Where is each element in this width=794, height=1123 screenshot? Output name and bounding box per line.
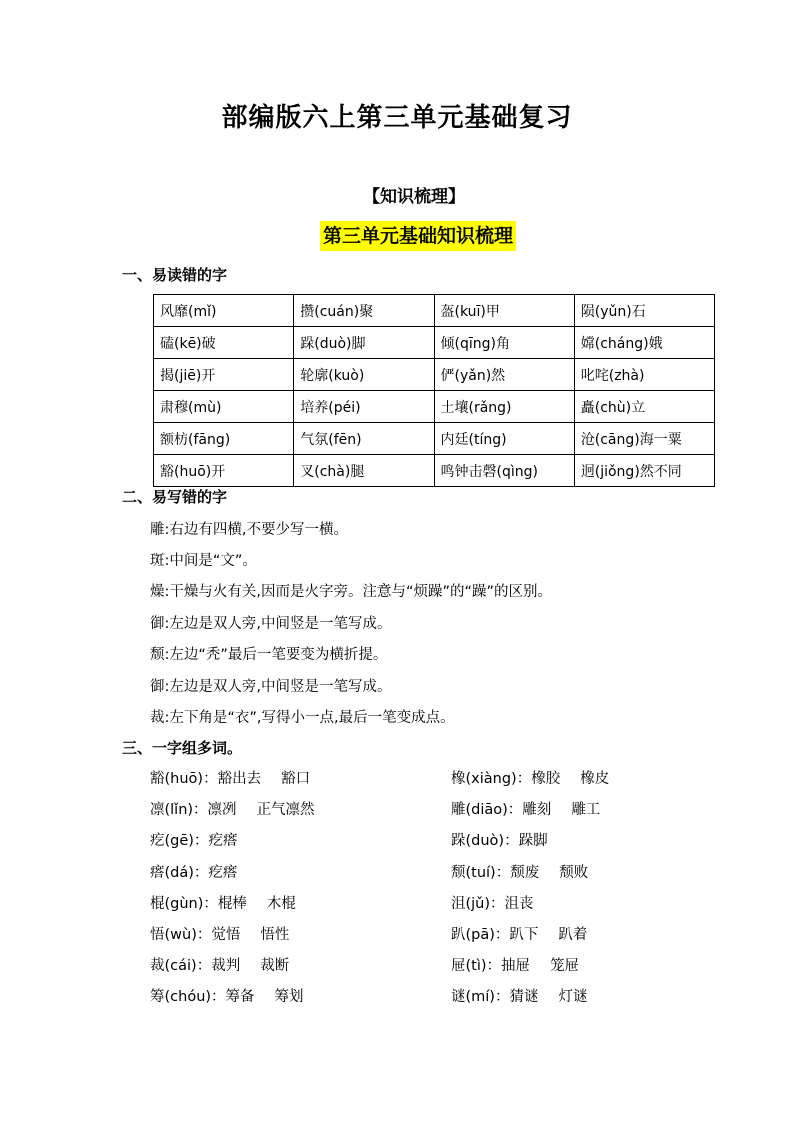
- table-cell: 迥(jiǒng)然不同: [574, 455, 714, 487]
- word-group-head: 棍(gùn)：棍棒: [150, 896, 247, 912]
- word-group: [451, 798, 600, 819]
- word-group-extra: 灯谜: [558, 989, 588, 1005]
- word-group-head: 疙(gē)：疙瘩: [150, 833, 238, 849]
- word-group: [150, 829, 257, 850]
- word-group-head: 沮(jǔ)：沮丧: [451, 896, 534, 912]
- word-group: [150, 798, 315, 819]
- word-group: [451, 861, 588, 882]
- section-label: 【知识梳理】: [363, 187, 465, 207]
- word-group-extra: 裁断: [260, 958, 290, 974]
- table-cell: 倾(qīng)角: [434, 327, 574, 359]
- word-group-extra: 悟性: [260, 927, 290, 943]
- word-group: [150, 861, 257, 882]
- table-cell: 内廷(tíng): [434, 423, 574, 455]
- table-row: [154, 327, 715, 359]
- unit-title-wrap: [0, 221, 794, 251]
- word-group-head: 橡(xiàng)：橡胶: [451, 771, 561, 787]
- word-group-extra: 筹划: [274, 989, 304, 1005]
- list-item: 裁:左下角是“衣”,写得小一点,最后一笔变成点。: [150, 710, 455, 726]
- word-group-head: 凛(lǐn)：凛冽: [150, 802, 237, 818]
- word-group: [451, 892, 554, 913]
- table-row: [154, 295, 715, 327]
- table-cell: 俨(yǎn)然: [434, 359, 574, 391]
- word-group-extra: 正气凛然: [256, 802, 315, 818]
- word-group-head: 裁(cái)：裁判: [150, 958, 241, 974]
- word-group-extra: 颓败: [559, 865, 589, 881]
- word-group-head: 跺(duò)：跺脚: [451, 833, 548, 849]
- part2-heading: 二、易写错的字: [122, 488, 228, 506]
- word-group: [451, 829, 568, 850]
- word-group-extra: 木棍: [266, 896, 296, 912]
- table-cell: 肃穆(mù): [154, 391, 294, 423]
- word-group: [150, 923, 289, 944]
- table-cell: 陨(yǔn)石: [574, 295, 714, 327]
- table-row: [154, 455, 715, 487]
- table-cell: 气氛(fēn): [294, 423, 434, 455]
- list-item: 燥:干燥与火有关,因而是火字旁。注意与“烦躁”的“躁”的区别。: [150, 584, 553, 600]
- table-row: [154, 359, 715, 391]
- word-group: [451, 923, 587, 944]
- table-cell: 磕(kē)破: [154, 327, 294, 359]
- table-cell: 跺(duò)脚: [294, 327, 434, 359]
- table-cell: 豁(huō)开: [154, 455, 294, 487]
- list-item: 雕:右边有四横,不要少写一横。: [150, 522, 348, 538]
- part3-heading: 三、一字组多词。: [122, 739, 243, 757]
- word-group: [150, 767, 310, 788]
- word-group-extra: 趴着: [558, 927, 588, 943]
- word-group: [451, 767, 609, 788]
- list-item: 御:左边是双人旁,中间竖是一笔写成。: [150, 679, 392, 695]
- table-cell: 风靡(mǐ): [154, 295, 294, 327]
- table-cell: 矗(chù)立: [574, 391, 714, 423]
- word-group-head: 谜(mí)：猜谜: [451, 989, 539, 1005]
- unit-title: 第三单元基础知识梳理: [320, 221, 516, 251]
- word-group: [150, 985, 304, 1006]
- word-group-head: 瘩(dá)：疙瘩: [150, 865, 238, 881]
- word-group-extra: 豁口: [281, 771, 311, 787]
- table-cell: 沧(cāng)海一粟: [574, 423, 714, 455]
- word-group-head: 屉(tì)：抽屉: [451, 958, 531, 974]
- list-item: 御:左边是双人旁,中间竖是一笔写成。: [150, 616, 392, 632]
- word-group-head: 趴(pā)：趴下: [451, 927, 539, 943]
- table-cell: 轮廓(kuò): [294, 359, 434, 391]
- word-group-extra: 雕工: [571, 802, 601, 818]
- list-item: 斑:中间是“文”。: [150, 553, 257, 569]
- table-cell: 盔(kuī)甲: [434, 295, 574, 327]
- table-cell: 揭(jiē)开: [154, 359, 294, 391]
- table-cell: 攒(cuán)聚: [294, 295, 434, 327]
- table-cell: 培养(péi): [294, 391, 434, 423]
- word-group-head: 豁(huō)：豁出去: [150, 771, 262, 787]
- table-cell: 额枋(fāng): [154, 423, 294, 455]
- table-row: [154, 423, 715, 455]
- word-group-head: 筹(chóu)：筹备: [150, 989, 255, 1005]
- easy-misread-table: [153, 294, 715, 487]
- word-group: [150, 892, 296, 913]
- list-item: 颓:左边“秃”最后一笔要变为横折提。: [150, 647, 388, 663]
- word-group-head: 雕(diāo)：雕刻: [451, 802, 552, 818]
- table-row: [154, 391, 715, 423]
- word-group: [451, 985, 587, 1006]
- word-group: [150, 954, 289, 975]
- page-title: 部编版六上第三单元基础复习: [221, 103, 573, 133]
- word-group-head: 颓(tuí)：颓废: [451, 865, 540, 881]
- table-cell: 叉(chà)腿: [294, 455, 434, 487]
- word-group-extra: 橡皮: [580, 771, 610, 787]
- table-cell: 嫦(cháng)娥: [574, 327, 714, 359]
- table-cell: 土壤(rǎng): [434, 391, 574, 423]
- word-group-extra: 笼屉: [550, 958, 580, 974]
- word-group: [451, 954, 579, 975]
- table-cell: 叱咤(zhà): [574, 359, 714, 391]
- word-group-head: 悟(wù)：觉悟: [150, 927, 241, 943]
- part1-heading: 一、易读错的字: [122, 266, 228, 284]
- table-cell: 鸣钟击磬(qìng): [434, 455, 574, 487]
